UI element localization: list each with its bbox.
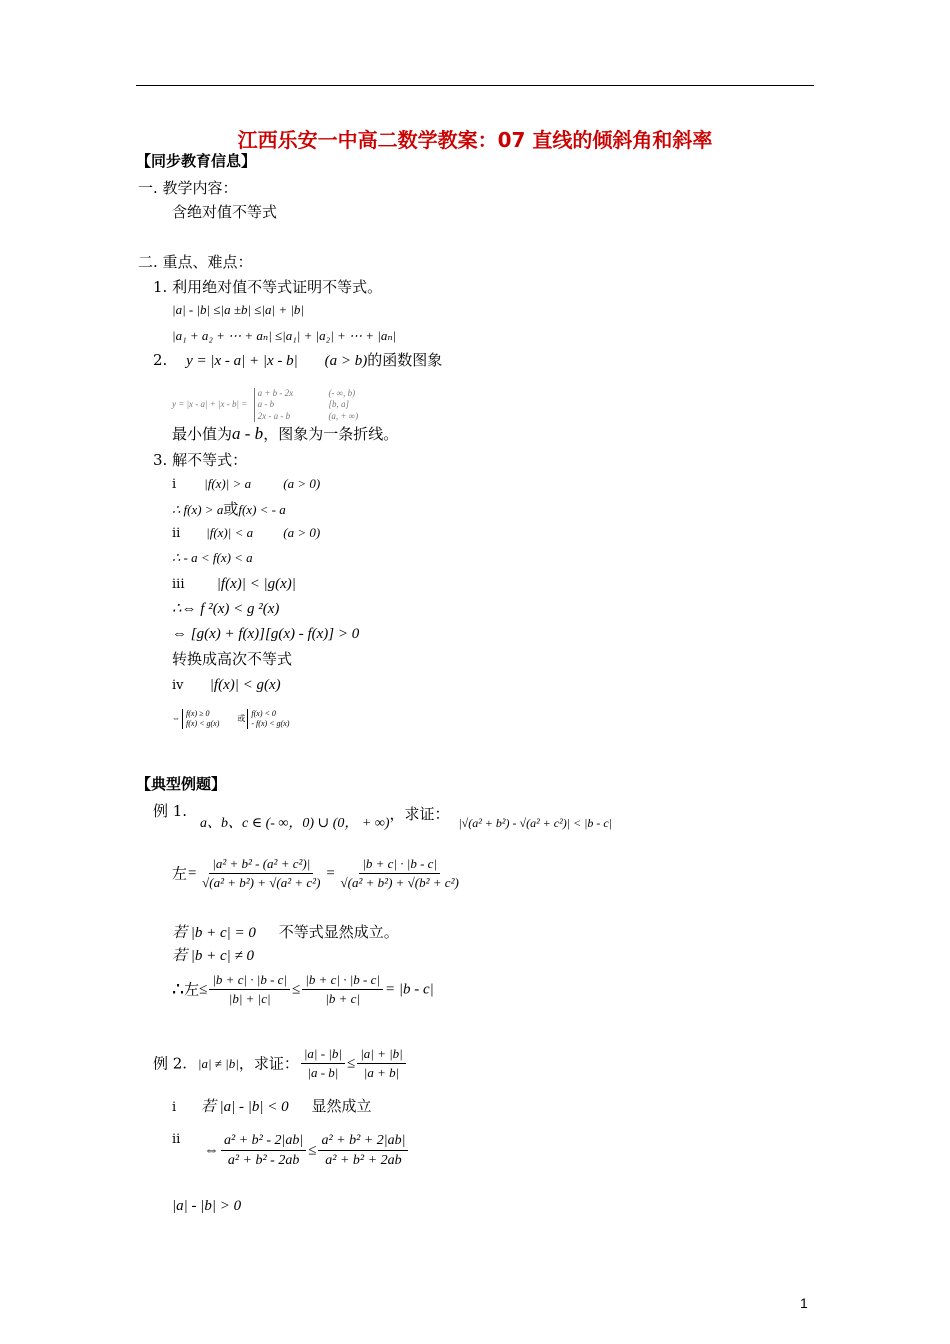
item-3: 3. 解不等式：: [153, 451, 248, 469]
case-4-system-2: [247, 709, 289, 729]
min-value-line: [172, 425, 398, 444]
case-1: [172, 477, 320, 492]
piecewise-domain-1: (- ∞, b): [328, 388, 356, 398]
case-1-result-a: ∴ f(x) > a: [172, 502, 224, 517]
piecewise-domains: [325, 388, 358, 422]
piecewise-row-3: 2x - a - b: [257, 410, 291, 421]
item-2: [153, 352, 442, 370]
case-3-math: |f(x)| < |g(x)|: [216, 576, 296, 592]
example-1-fraction-2: [338, 857, 462, 891]
header-rule: [136, 85, 814, 86]
case-3-result-1: ∴⇔ f ²(x) < g ²(x): [172, 601, 280, 617]
case-2-result: ∴ - a < f(x) < a: [172, 550, 253, 565]
case-4-system-1: [182, 709, 219, 729]
document-title: 江西乐安一中高二数学教案：07 直线的倾斜角和斜率: [237, 128, 713, 152]
example-1-fraction-1-denominator: √(a² + b²) + √(a² + c²): [202, 875, 321, 891]
section-key-label: 二. 重点、难点：: [138, 253, 253, 271]
example-2-fraction-1-numerator: |a| - |b|: [301, 1047, 345, 1064]
case-2-label: ii: [172, 526, 181, 541]
min-value: a - b: [232, 424, 264, 443]
example-1-end: = |b - c|: [384, 981, 434, 998]
example-2-fraction-4-numerator: a² + b² + 2|ab|: [318, 1133, 408, 1151]
min-text-2: ，图象为一条折线。: [263, 425, 399, 443]
min-text-1: 最小值为: [172, 425, 233, 443]
formula-sum: |a₁ + a₂ + ⋯ + aₙ| ≤|a₁| + |a₂| + ⋯ + |aₙ|: [172, 328, 397, 343]
case-4-system-1-row-2: f(x) < g(x): [186, 719, 220, 728]
formula-triangle: |a| - |b| ≤|a ±b| ≤|a| + |b|: [172, 302, 304, 317]
example-2-fraction-4-denominator: a² + b² + 2ab: [325, 1153, 402, 1169]
example-1-fraction-3: [209, 973, 290, 1007]
case-2-math: |f(x)| < a: [206, 525, 254, 540]
example-2-case-ii: ii⇔ $\frac{\text{a² + b² - 2|ab|}}{\text{a² + b² - 2ab}}$ ≤ $\frac{\text{a² + b² + 2|ab|}}{\text{a² + b² + 2ab}}$: [172, 1133, 410, 1169]
example-1-fraction-4-denominator: |b + c|: [325, 991, 360, 1007]
example-1-fraction-1-numerator: |a² + b² - (a² + c²)|: [209, 857, 313, 874]
case-3-result-2: ⇔ [g(x) + f(x)][g(x) - f(x)] > 0: [172, 626, 360, 642]
case-2: [172, 526, 320, 541]
example-1-fraction-4: [302, 973, 383, 1007]
case-4: [172, 676, 281, 694]
example-1-fraction-3-numerator: |b + c| · |b - c|: [209, 973, 290, 990]
example-2-fraction-3-numerator: a² + b² - 2|ab|: [221, 1133, 306, 1151]
example-1-header: [200, 805, 613, 831]
piecewise-function: [172, 388, 358, 422]
example-1-condition: a、b、c ∈ (- ∞，0) ∪ (0， + ∞): [200, 816, 390, 831]
example-1-step-2: ∴左≤ $\frac{|b + c| \cdot |b - c|}{|b| + |c|}$ ≤ $\frac{|b + c| \cdot |b - c|}{|b + c|}$ = |b - c|: [172, 972, 434, 1007]
item-2-condition: (a > b): [324, 353, 368, 369]
example-1-case-1-text: 不等式显然成立。: [278, 923, 399, 941]
case-1-condition: (a > 0): [283, 476, 321, 491]
case-1-result: [172, 501, 286, 518]
example-2-case-i-math: 若 |a| - |b| < 0: [200, 1099, 289, 1115]
piecewise-left: y = |x - a| + |x - b| =: [172, 398, 248, 409]
case-1-result-b: f(x) < - a: [238, 502, 286, 517]
example-1-case-1: [172, 924, 399, 942]
case-4-system-2-row-1: f(x) < 0: [251, 709, 276, 718]
piecewise-domain-2: [b, a]: [328, 399, 349, 410]
example-1-statement: |√(a² + b²) - √(a² + c²)| < |b - c|: [458, 816, 613, 830]
case-4-or: 或: [237, 713, 246, 723]
case-4-label: iv: [172, 678, 184, 693]
section-examples: 【典型例题】: [136, 775, 227, 793]
example-1-case-1-math: 若 |b + c| = 0: [172, 925, 256, 941]
example-1-fraction-2-numerator: |b + c| · |b - c|: [359, 857, 440, 874]
example-1-fraction-4-numerator: |b + c| · |b - c|: [302, 973, 383, 990]
item-2-text: 的函数图象: [367, 351, 443, 369]
item-1: 1. 利用绝对值不等式证明不等式。: [153, 278, 383, 296]
example-1-prove: ，求证：: [389, 805, 450, 823]
example-2-fraction-1-denominator: |a - b|: [307, 1065, 339, 1081]
piecewise-row-2: a - b: [257, 399, 275, 410]
section-content-text: 含绝对值不等式: [172, 203, 278, 221]
example-1-fraction-2-denominator: √(a² + b²) + √(b² + c²): [340, 875, 459, 891]
example-1-therefore: ∴: [172, 978, 185, 1001]
example-2-fraction-1: [301, 1047, 345, 1081]
example-2-label: 例 2.: [153, 1054, 188, 1073]
case-4-math: |f(x)| < g(x): [209, 677, 281, 693]
example-2-fraction-3: [221, 1133, 306, 1169]
case-4-system-2-row-2: - f(x) < g(x): [251, 719, 290, 728]
example-2-case-ii-label: ii: [172, 1132, 181, 1147]
example-2-case-i: [172, 1098, 371, 1116]
example-1-label: 例 1.: [153, 802, 188, 820]
case-1-label: i: [172, 477, 177, 492]
example-2: 例 2. |a| ≠ |b|，求证： $\frac{|a| - |b|}{|a - b|}$ ≤ $\frac{|a| + |b|}{|a + b|}$: [153, 1047, 408, 1081]
example-2-case-i-label: i: [172, 1100, 177, 1115]
case-3-label: iii: [172, 577, 185, 592]
example-1-left-word: 左: [172, 864, 188, 883]
example-2-fraction-2-denominator: |a + b|: [363, 1065, 400, 1081]
item-2-math: y = |x - a| + |x - b|: [186, 353, 298, 369]
section-sync-info: 【同步教育信息】: [136, 152, 257, 170]
example-1-fraction-3-denominator: |b| + |c|: [228, 991, 271, 1007]
example-2-fraction-2: [357, 1047, 406, 1081]
piecewise-row-1: a + b - 2x: [257, 388, 294, 398]
example-1-left-word-2: 左: [184, 980, 200, 999]
piecewise-domain-3: (a, + ∞): [328, 410, 359, 421]
example-2-fraction-3-denominator: a² + b² - 2ab: [227, 1153, 300, 1169]
case-1-or: 或: [223, 500, 239, 518]
example-2-prove: ，求证：: [238, 1054, 299, 1073]
example-2-fraction-4: [318, 1133, 408, 1169]
item-2-number: 2.: [153, 351, 168, 369]
case-4-systems: ⇔ f(x) ≥ 0 f(x) < g(x) 或 f(x) < 0 - f(x) < g(x): [172, 709, 290, 728]
page-number: 1: [800, 1295, 808, 1311]
example-2-case-i-result: 显然成立: [311, 1097, 372, 1115]
piecewise-cases: [254, 388, 294, 422]
example-1-step-1: 左= $\frac{\text{|a² + b² - (a² + c²)|}}{\text{√(a² + b²) + √(a² + c²)}}$ = $\frac{|b + c| \cdot |b - c|}{\text{√(a² + b²) + √(b² + c²)}}$: [172, 857, 464, 891]
case-4-system-1-row-1: f(x) ≥ 0: [186, 709, 210, 718]
example-2-last-line: |a| - |b| > 0: [172, 1198, 242, 1214]
case-2-condition: (a > 0): [283, 525, 321, 540]
example-1-case-2: 若 |b + c| ≠ 0: [172, 948, 255, 964]
example-2-fraction-2-numerator: |a| + |b|: [357, 1047, 406, 1064]
case-1-math: |f(x)| > a: [204, 476, 252, 491]
case-3-text: 转换成高次不等式: [172, 650, 293, 668]
case-3: [172, 575, 296, 593]
example-2-condition: |a| ≠ |b|: [197, 1055, 239, 1071]
example-1-fraction-1: [199, 857, 323, 891]
section-content-label: 一. 教学内容：: [138, 179, 238, 197]
